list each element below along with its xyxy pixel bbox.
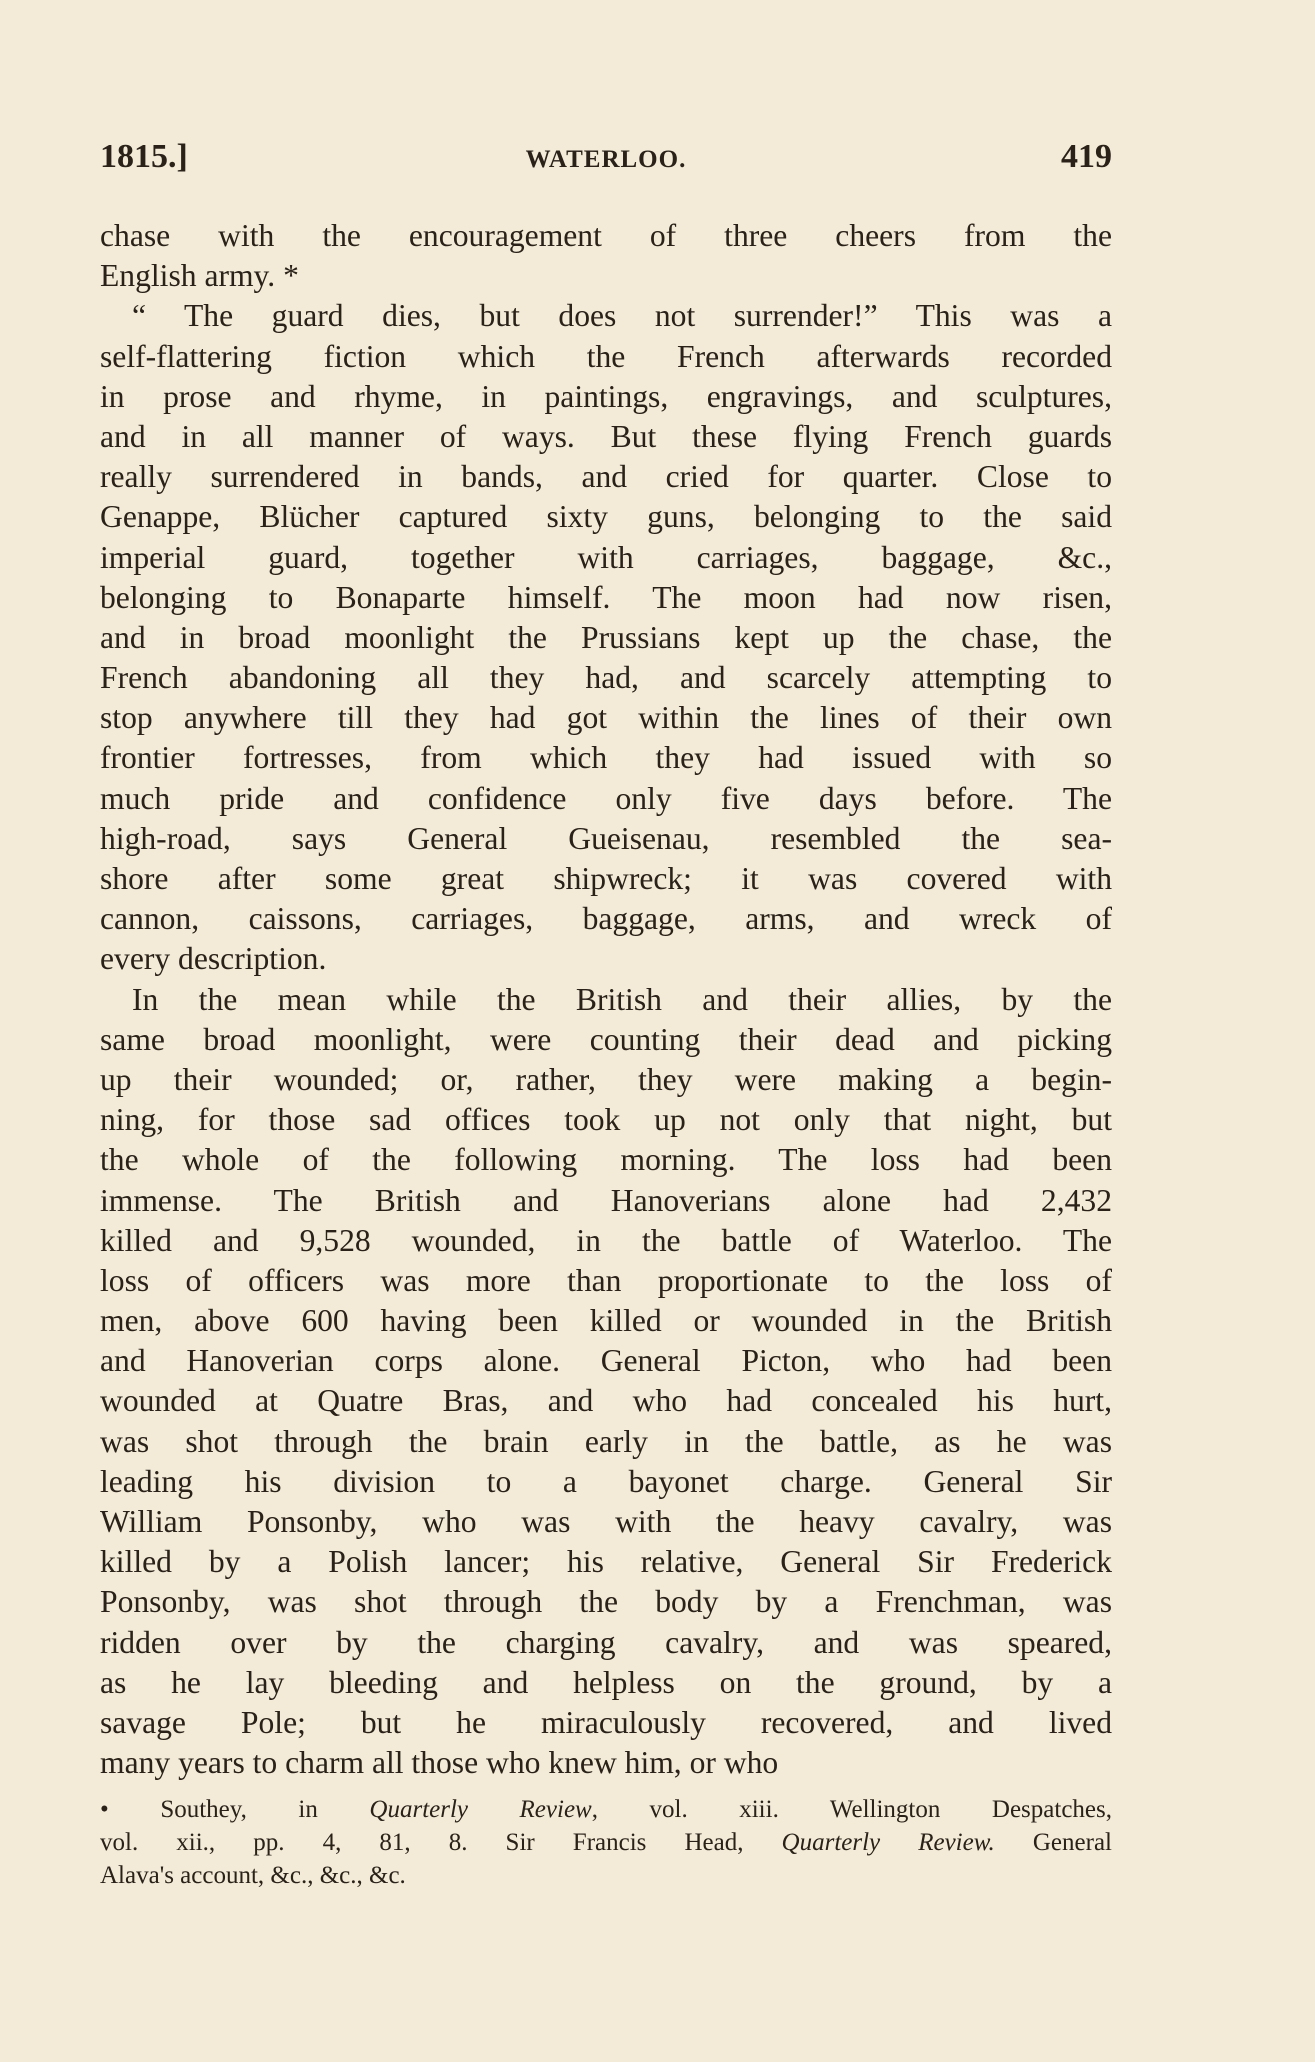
body-text [100,216,1112,1783]
footnote-line-2: vol. xii., pp. 4, 81, 8. Sir Francis Head, Quarterly Review. General [100,1829,1112,1857]
text-line: killed and 9,528 wounded, in the battle of Waterloo. The [100,1222,1112,1258]
text-line: much pride and confidence only five days before. The [100,780,1112,816]
text-line: many years to charm all those who knew him, or who [100,1745,779,1781]
text-line: up their wounded; or, rather, they were making a begin- [100,1061,1112,1097]
text-line: high-road, says General Gueisenau, resembled the sea- [100,820,1112,856]
text-line: killed by a Polish lancer; his relative, General Sir Frederick [100,1544,1112,1580]
text-line: and in all manner of ways. But these flying French guards [100,418,1112,454]
text-line: chase with the encouragement of three cheers from the [100,218,1112,253]
text-line: as he lay bleeding and helpless on the ground, by a [100,1664,1112,1700]
text-line: frontier fortresses, from which they had issued with so [100,740,1112,776]
text-line: ning, for those sad offices took up not only that night, but [100,1102,1112,1138]
text-line: in prose and rhyme, in paintings, engravings, and sculptures, [100,378,1112,414]
header-year: 1815.] [100,138,188,175]
text-line: and Hanoverian corps alone. General Picton, who had been [100,1343,1112,1379]
footnote-line-1: • Southey, in Quarterly Review, vol. xiii. Wellington Despatches, [100,1796,1112,1824]
text-line: men, above 600 having been killed or wounded in the British [100,1303,1112,1339]
text-line: same broad moonlight, were counting their dead and picking [100,1021,1112,1057]
footnote-journal: Quarterly Review [369,1796,592,1824]
text-line: immense. The British and Hanoverians alone had 2,432 [100,1182,1112,1218]
text-line: really surrendered in bands, and cried for quarter. Close to [100,459,1112,495]
text-line: French abandoning all they had, and scarcely attempting to [100,660,1112,696]
text-line: ridden over by the charging cavalry, and was speared, [100,1624,1112,1660]
footnote-journal: Quarterly Review. [781,1829,995,1857]
text-line: loss of officers was more than proportionate to the loss of [100,1262,1112,1298]
text-line: leading his division to a bayonet charge. General Sir [100,1463,1112,1499]
text-line: shore after some great shipwreck; it was covered with [100,861,1112,896]
text-line: Ponsonby, was shot through the body by a Frenchman, was [100,1584,1112,1620]
text-line: William Ponsonby, who was with the heavy cavalry, was [100,1504,1112,1539]
text-line: imperial guard, together with carriages, baggage, &c., [100,539,1112,575]
footnote [100,1793,1112,1892]
text-line: was shot through the brain early in the battle, as he was [100,1423,1112,1459]
text-line: Genappe, Blücher captured sixty guns, belonging to the said [100,499,1112,535]
running-head [100,138,1112,186]
footnote-marker: • [100,1796,109,1824]
text-line: wounded at Quatre Bras, and who had concealed his hurt, [100,1383,1112,1419]
text-line: savage Pole; but he miraculously recovered, and lived [100,1704,1112,1740]
text-line: the whole of the following morning. The loss had been [100,1142,1112,1178]
text-line: and in broad moonlight the Prussians kept up the chase, the [100,619,1112,655]
page [100,138,1112,1892]
text-line: stop anywhere till they had got within the lines of their own [100,700,1112,736]
header-title: WATERLOO. [525,146,687,173]
text-line: English army. * [100,258,299,294]
text-line: In the mean while the British and their allies, by the [132,981,1112,1017]
text-line: cannon, caissons, carriages, baggage, arms, and wreck of [100,901,1112,937]
text-line: every description. [100,941,327,977]
text-line: belonging to Bonaparte himself. The moon had now risen, [100,579,1112,615]
footnote-line-3: Alava's account, &c., &c., &c. [100,1862,406,1890]
page-number: 419 [1061,138,1112,175]
text-line: self-flattering fiction which the French afterwards recorded [100,338,1112,374]
text-line: “ The guard dies, but does not surrender!” This was a [132,298,1112,334]
